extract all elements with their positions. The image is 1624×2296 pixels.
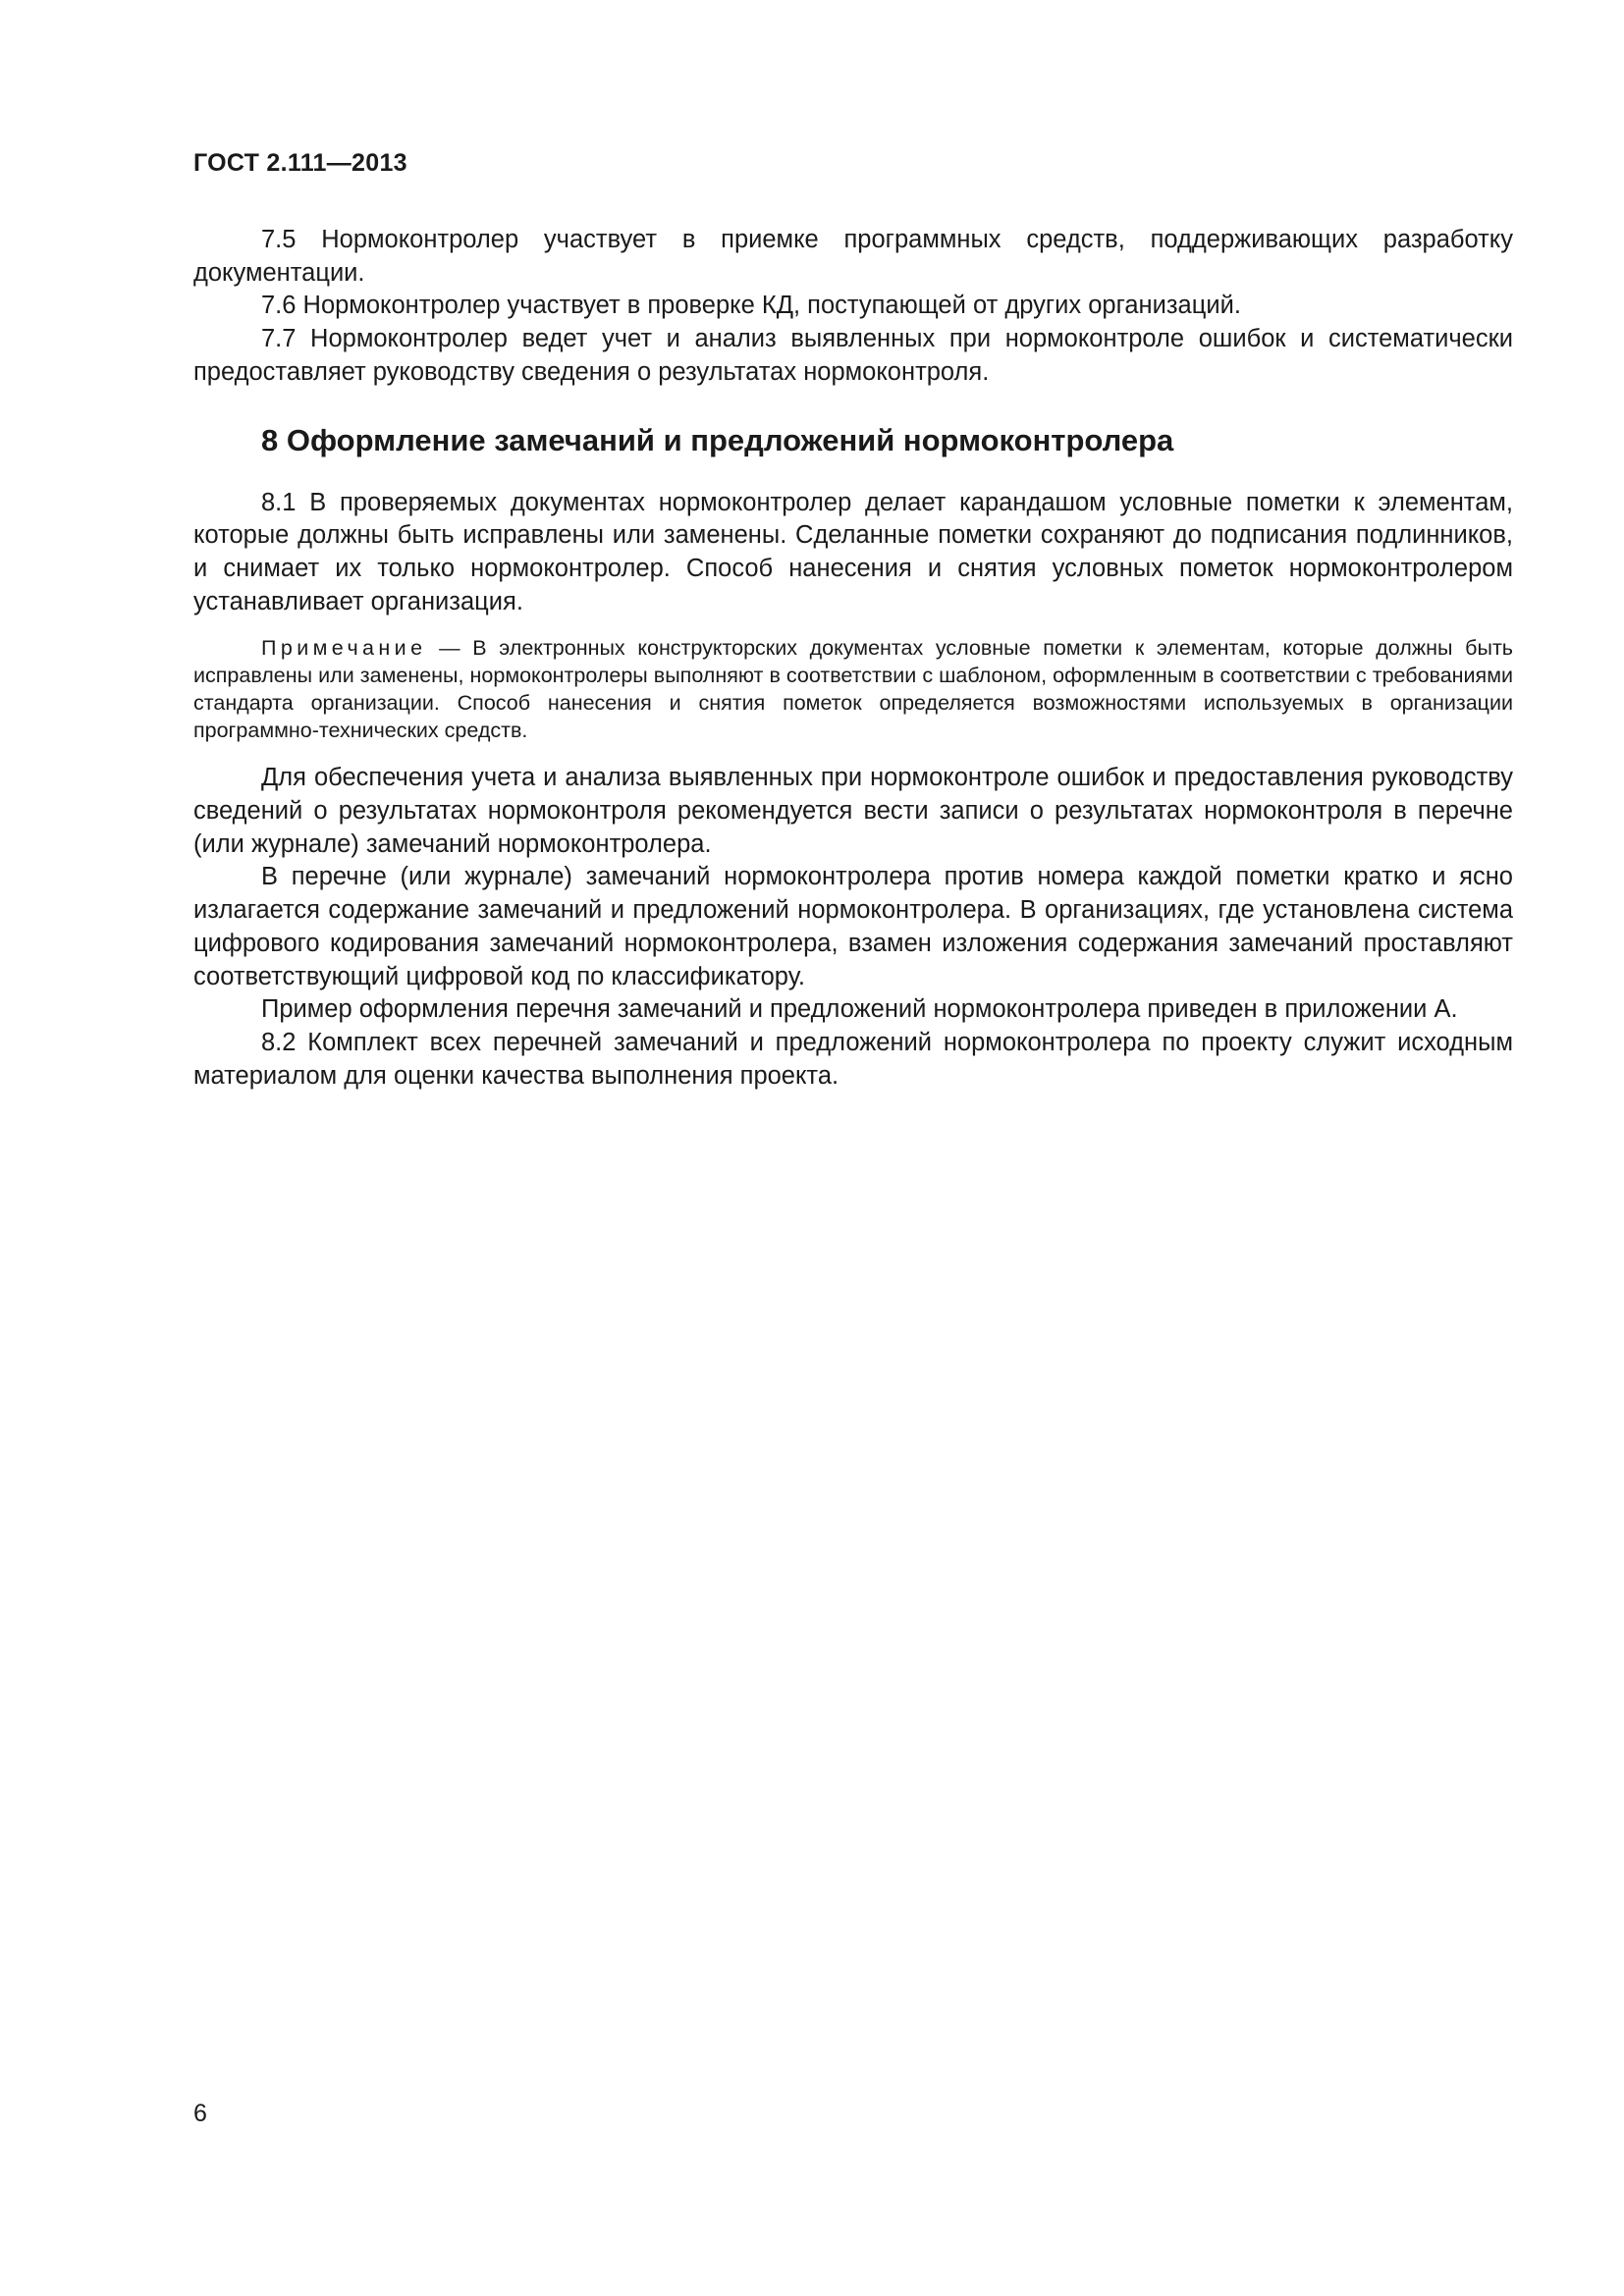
paragraph-7-6: 7.6 Нормоконтролер участвует в проверке КД, поступающей от других организаций.	[261, 292, 1241, 320]
paragraph-7-7: 7.7 Нормоконтролер ведет учет и анализ выявленных при нормоконтроле ошибок и систематически предоставляет руководству сведения о результатах нормоконтроля.	[193, 325, 1513, 386]
section-8-title: 8 Оформление замечаний и предложений нормоконтролера	[261, 422, 1174, 457]
paragraph-8-2: 8.2 Комплект всех перечней замечаний и предложений нормоконтролера по проекту служит исходным материалом для оценки качества выполнения проекта.	[193, 1028, 1513, 1090]
page-number: 6	[193, 2100, 207, 2127]
paragraph-8-1: 8.1 В проверяемых документах нормоконтролер делает карандашом условные пометки к элементам, которые должны быть исправлены или заменены. Сделанные пометки сохраняют до подписания подлинников, и снимает их только нормоконтролер. Способ нанесения и снятия условных пометок нормоконтролером устанавливает организация.	[193, 488, 1513, 615]
paragraph-records: Для обеспечения учета и анализа выявленных при нормоконтроле ошибок и предоставления руководству сведений о результатах нормоконтроля рекомендуется вести записи о результатах нормоконтроля в перечне (или журнале) замечаний нормоконтролера.	[193, 764, 1513, 858]
document-code-header: ГОСТ 2.111—2013	[193, 149, 407, 177]
page-content	[193, 224, 1513, 1093]
note	[193, 634, 1513, 744]
note-label: Примечание	[261, 636, 427, 661]
paragraph-7-5: 7.5 Нормоконтролер участвует в приемке программных средств, поддерживающих разработку документации.	[193, 226, 1513, 287]
note-text: — В электронных конструкторских документах условные пометки к элементам, которые должны быть исправлены или заменены, нормоконтролеры выполняют в соответствии с шаблоном, оформленным в соответствии с требованиями стандарта организации. Способ нанесения и снятия пометок определяется возможностями используемых в организации программно-технических средств.	[193, 636, 1513, 743]
paragraph-journal: В перечне (или журнале) замечаний нормоконтролера против номера каждой пометки кратко и ясно излагается содержание замечаний и предложений нормоконтролера. В организациях, где установлена система цифрового кодирования замечаний нормоконтролера, взамен изложения содержания замечаний проставляют соответствующий цифровой код по классификатору.	[193, 863, 1513, 990]
paragraph-example: Пример оформления перечня замечаний и предложений нормоконтролера приведен в приложении А.	[261, 995, 1458, 1024]
